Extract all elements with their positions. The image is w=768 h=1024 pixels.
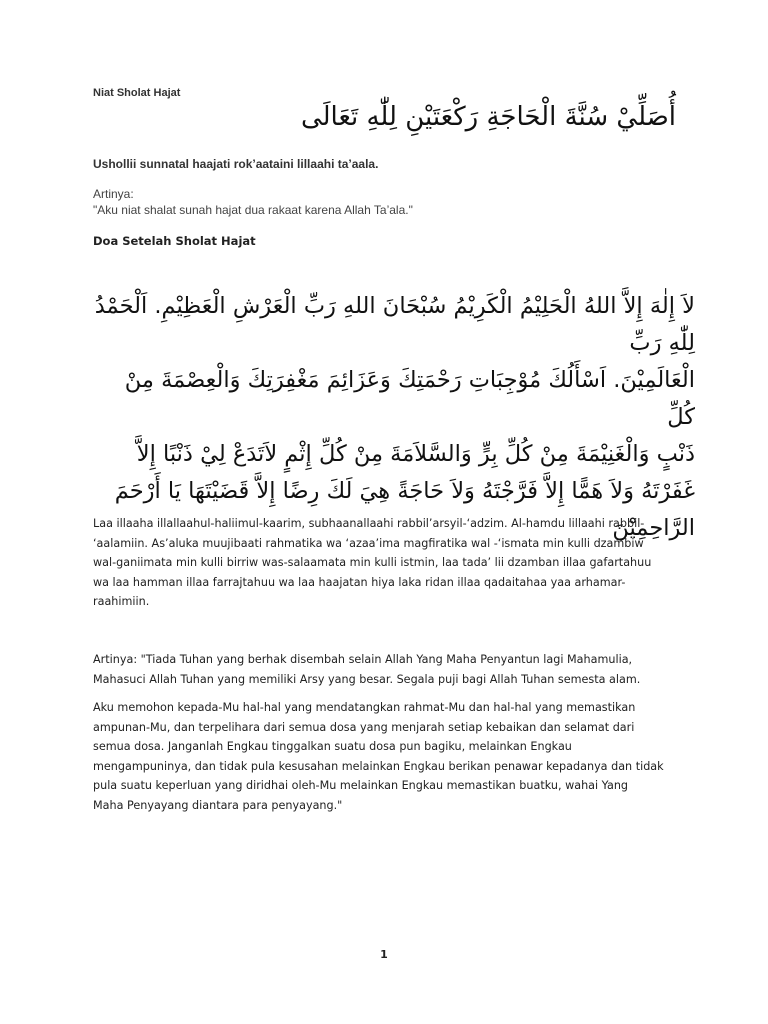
doa-arabic-line: ذَنْبٍ وَالْغَنِيْمَةَ مِنْ كُلِّ بِرٍّ وَالسَّلاَمَةَ مِنْ كُلِّ إِثْمٍ لاَتَدَعْ لِيْ ذَنْبًا إِلاَّ (136, 441, 695, 467)
doa-latin-line: wa laa hamman illaa farrajtahuu wa laa haajatan hiya laka ridan illaa qadaitahaa yaa arhamar- (93, 575, 626, 589)
doa-latin-line: raahimiin. (93, 595, 150, 608)
doa-arabic-line: لاَ إِلٰهَ إِلاَّ اللهُ الْحَلِيْمُ الْكَرِيْمُ سُبْحَانَ اللهِ رَبِّ الْعَرْشِ الْعَظِيْمِ. اَلْحَمْدُ لِلّٰهِ رَبِّ (94, 293, 695, 356)
doa-translation-line: pula suatu keperluan yang diridhai oleh-Mu melainkan Engkau memastikan buatku, wahai Yang (93, 779, 629, 792)
niat-arabic-text: أُصَلِّيْ سُنَّةَ الْحَاجَةِ رَكْعَتَيْنِ لِلّٰهِ تَعَالَى (300, 102, 676, 132)
doa-translation-line: Maha Penyayang diantara para penyayang." (93, 798, 343, 812)
doa-artinya-line: Mahasuci Allah Tuhan yang memiliki Arsy yang besar. Segala puji bagi Allah Tuhan semesta alam. (93, 672, 641, 686)
doa-translation-paragraph (93, 698, 693, 815)
doa-latin-line: ‘aalamiin. As’aluka muujibaati rahmatika wa ‘azaa’ima magfiratika wal -‘ismata min kulli dzambiw (93, 536, 644, 550)
niat-translation: "Aku niat shalat sunah hajat dua rakaat karena Allah Ta’ala." (93, 203, 413, 217)
doa-arabic-line: الْعَالَمِيْنَ. اَسْأَلُكَ مُوْجِبَاتِ رَحْمَتِكَ وَعَزَائِمَ مَغْفِرَتِكَ وَالْعِصْمَةَ مِنْ كُلِّ (124, 367, 695, 430)
doa-latin-line: wal-ganiimata min kulli birriw was-salaamata min kulli istmin, laa tada’ lii dzamban illaa gafartahuu (93, 556, 652, 569)
doa-latin-paragraph (93, 514, 693, 612)
doa-translation-line: Aku memohon kepada-Mu hal-hal yang mendatangkan rahmat-Mu dan hal-hal yang memastikan (93, 701, 636, 714)
niat-title: Niat Sholat Hajat (93, 87, 181, 99)
doa-artinya-paragraph (93, 650, 693, 689)
doa-arabic-line: غَفَرْتَهُ وَلاَ هَمًّا إِلاَّ فَرَّجْتَهُ وَلاَ حَاجَةً هِيَ لَكَ رِضًا إِلاَّ قَضَيْتَهَا يَا أَرْحَمَ (114, 478, 695, 504)
page-number: 1 (380, 948, 388, 961)
doa-translation-line: semua dosa. Janganlah Engkau tinggalkan suatu dosa pun bagiku, melainkan Engkau (93, 740, 572, 753)
doa-latin-line: Laa illaaha illallaahul-haliimul-kaarim, subhaanallaahi rabbil’arsyil-‘adzim. Al-hamdu lillaahi rabbil- (93, 517, 645, 530)
doa-heading: Doa Setelah Sholat Hajat (93, 234, 256, 248)
doa-arabic-block (93, 288, 695, 547)
doa-arabic-line: الرَّاحِمِيْنَ (612, 515, 695, 541)
niat-artinya-label: Artinya: (93, 187, 134, 201)
niat-latin-transliteration: Ushollii sunnatal haajati rok’aataini lillaahi ta’aala. (93, 157, 379, 171)
doa-artinya-line: Artinya: "Tiada Tuhan yang berhak disembah selain Allah Yang Maha Penyantun lagi Mahamulia, (93, 653, 633, 666)
doa-translation-line: ampunan-Mu, dan terpelihara dari semua dosa yang menjarah setiap kebaikan dan selamat dari (93, 720, 635, 734)
doa-translation-line: mengampuninya, dan tidak pula kesusahan melainkan Engkau berikan penawar kepadanya dan tidak (93, 759, 664, 773)
